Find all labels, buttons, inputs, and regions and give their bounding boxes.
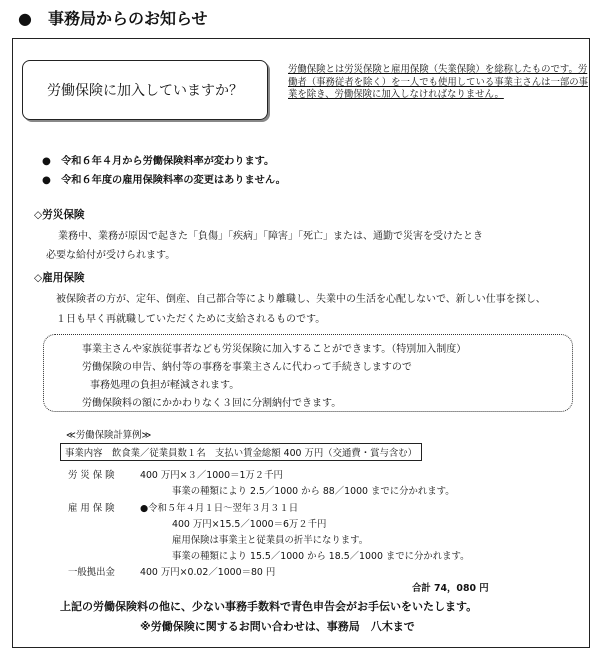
notice-line-2: 労働保険の申告、納付等の事務を事業主さんに代わって手続きしますので: [82, 362, 412, 373]
page-title: ● 事務局からのお知らせ: [18, 9, 208, 28]
koyo-heading: ◇雇用保険: [34, 272, 85, 284]
calc-title: ≪労働保険計算例≫: [66, 430, 152, 441]
ippan-calc-formula: 400 万円×0.02／1000＝80 円: [140, 567, 276, 578]
ippan-calc-label: 一般拠出金: [68, 567, 115, 578]
notice-line-4: 労働保険料の額にかかわりなく３回に分割納付できます。: [82, 398, 342, 409]
rosai-line-2: 必要な給付が受けられます。: [46, 250, 176, 261]
rosai-calc-formula: 400 万円×３／1000＝1万２千円: [140, 470, 283, 481]
koyo-line-2: １日も早く再就職していただくために支給されるものです。: [56, 314, 326, 325]
bullet-no-change: ● 令和６年度の雇用保険料率の変更はありません。: [42, 175, 286, 186]
notice-line-1: 事業主さんや家族従事者なども労災保険に加入することができます。（特別加入制度）: [82, 344, 467, 355]
rosai-calc-label: 労 災 保 険: [68, 470, 115, 481]
bottom-line-1: 上記の労働保険料の他に、少ない事務手数料で青色申告会がお手伝いをいたします。: [60, 600, 478, 613]
intro-text: 労働保険とは労災保険と雇用保険（失業保険）を総称したものです。労働者（事務従者を除く）を一人でも使用している事業主さんは一部の事業を除き、労働保険に加入しなければなりません。: [288, 64, 589, 100]
question-text: 労働保険に加入していますか？: [47, 83, 243, 99]
rosai-line-1: 業務中、業務が原因で起きた「負傷」「疾病」「障害」「死亡」または、通勤で災害を受けたとき: [58, 231, 483, 242]
notice-line-3: 事務処理の負担が軽減されます。: [90, 380, 240, 391]
bullet-rate-change: ● 令和６年４月から労働保険料率が変わります。: [42, 156, 275, 167]
koyo-calc-note-2: 事業の種類により 15.5／1000 から 18.5／1000 までに分かれます。: [172, 551, 470, 562]
question-box: [22, 60, 268, 120]
bottom-line-2: ※労働保険に関するお問い合わせは、事務局 八木まで: [140, 620, 415, 633]
koyo-line-1: 被保険者の方が、定年、倒産、自己都合等により離職し、失業中の生活を心配しないで、新しい仕事を探し、: [56, 294, 546, 305]
koyo-calc-period: ●令和５年４月１日～翌年３月３１日: [140, 503, 299, 514]
koyo-calc-note-1: 雇用保険は事業主と従業員の折半になります。: [172, 535, 369, 546]
calc-total: 合計 74，080 円: [412, 583, 489, 594]
koyo-calc-formula: 400 万円×15.5／1000＝6万２千円: [172, 519, 327, 530]
rosai-heading: ◇労災保険: [34, 209, 85, 221]
koyo-calc-label: 雇 用 保 険: [68, 503, 115, 514]
rosai-calc-note: 事業の種類により 2.5／1000 から 88／1000 までに分かれます。: [172, 486, 455, 497]
calc-subtitle: 事業内容 飲食業／従業員数１名 支払い賃金総額 400 万円（交通費・賞与含む）: [60, 443, 422, 461]
